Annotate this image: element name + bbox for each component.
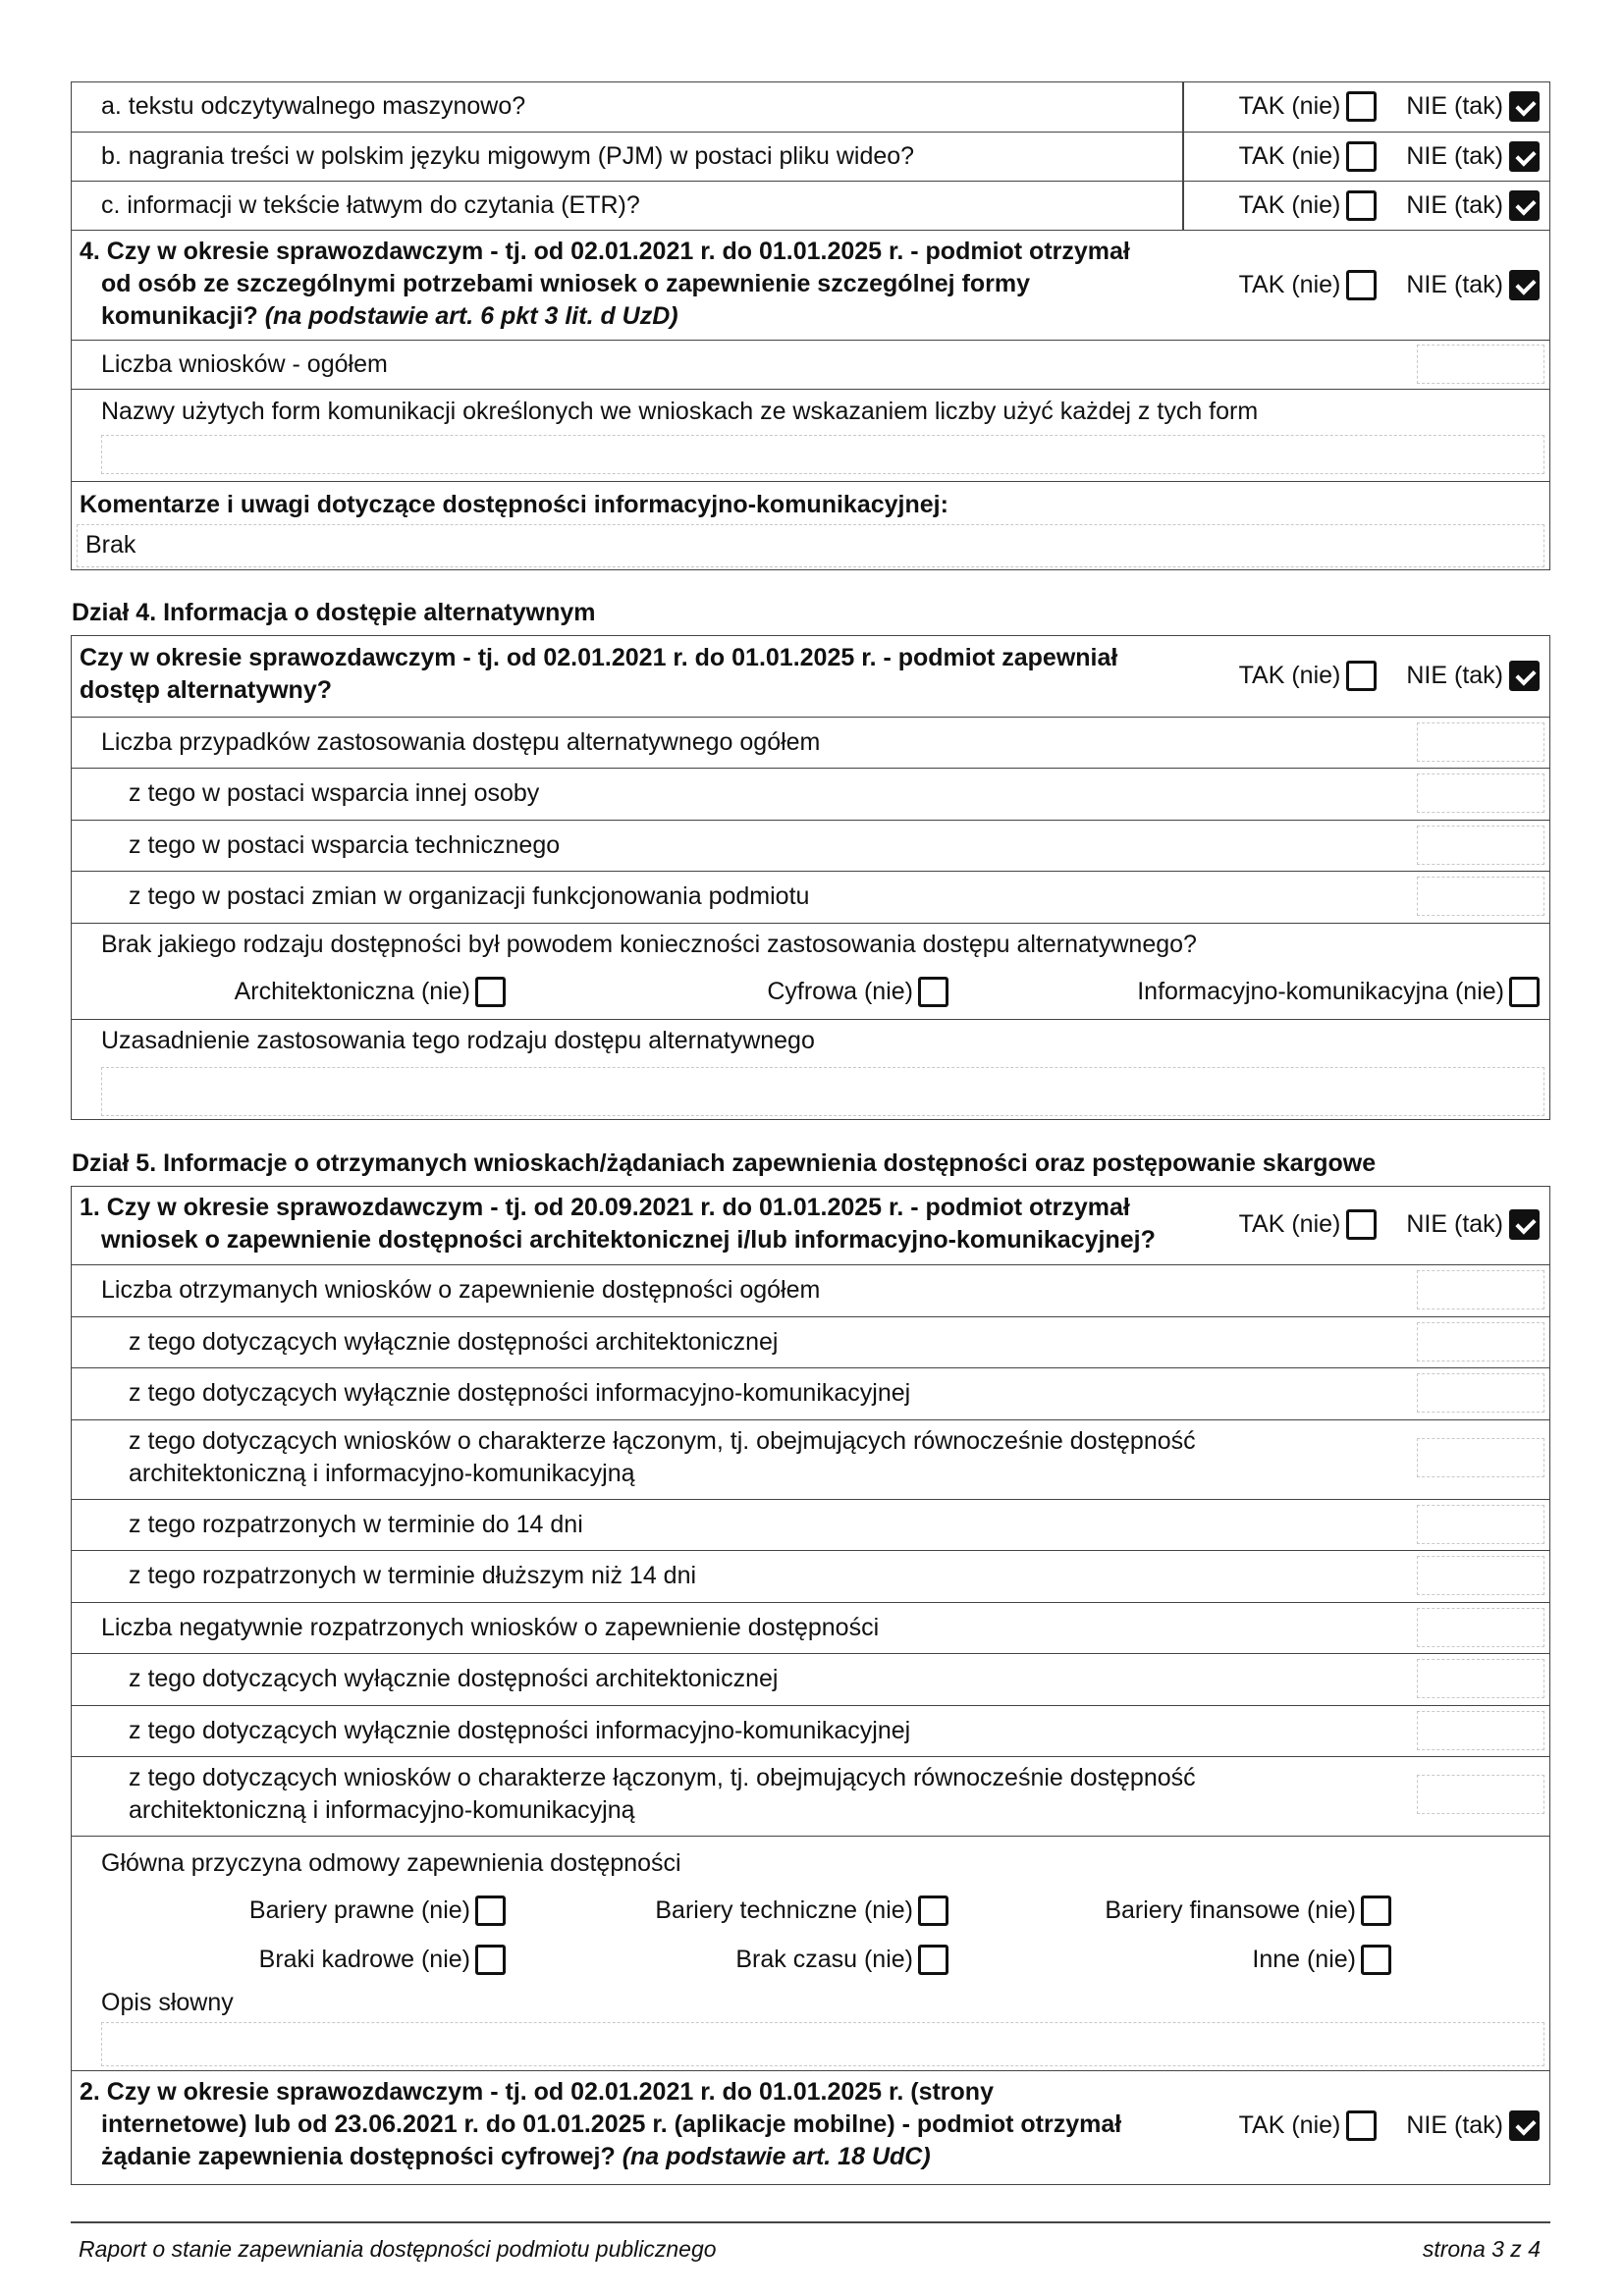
communication-forms-label: Nazwy użytych form komunikacji określonych we wnioskach ze wskazaniem liczby użyć każdej z tych form (101, 398, 1259, 425)
yes-no-group (1239, 1209, 1540, 1240)
stat-row (72, 1653, 1549, 1705)
footer-report-title: Raport o stanie zapewniania dostępności podmiotu publicznego (79, 2236, 717, 2262)
stat-row (72, 1550, 1549, 1602)
count-input[interactable] (1417, 1438, 1544, 1477)
option-label: Cyfrowa (nie) (767, 978, 913, 1005)
communication-forms-row (72, 389, 1549, 481)
no-checkbox-checked[interactable] (1509, 270, 1540, 300)
refusal-reason-row (72, 1836, 1549, 2070)
question-4-row (72, 230, 1549, 340)
item-row-a (72, 82, 1549, 132)
question-1-text-line1: 1. Czy w okresie sprawozdawczym - tj. od 20.09.2021 r. do 01.01.2025 r. - podmiot otrzymał (80, 1194, 1130, 1221)
yes-no-group (1239, 2110, 1540, 2141)
count-input[interactable] (1417, 1373, 1544, 1413)
option-staff-shortage (259, 1945, 506, 1975)
no-label: NIE (tak) (1406, 1210, 1503, 1238)
lack-of-time-checkbox[interactable] (918, 1945, 948, 1975)
yes-checkbox[interactable] (1346, 2110, 1377, 2141)
option-label: Bariery finansowe (nie) (1105, 1896, 1356, 1924)
option-financial-barriers (1105, 1896, 1391, 1926)
option-architectural (235, 977, 506, 1007)
row-label: z tego dotyczących wyłącznie dostępności informacyjno-komunikacyjnej (129, 1717, 911, 1744)
no-label: NIE (tak) (1406, 92, 1503, 120)
accessibility-info-table (71, 81, 1550, 570)
column-divider (1182, 182, 1184, 230)
digital-checkbox[interactable] (918, 977, 948, 1007)
option-label: Architektoniczna (nie) (234, 978, 470, 1005)
yes-no-group (1239, 270, 1540, 300)
count-input[interactable] (1417, 722, 1544, 762)
alternative-access-table (71, 635, 1550, 1120)
no-label: NIE (tak) (1406, 191, 1503, 219)
count-input[interactable] (1417, 1659, 1544, 1698)
yes-no-group (1239, 141, 1540, 172)
question-4-text-line3 (101, 300, 678, 333)
no-label: NIE (tak) (1406, 271, 1503, 298)
stat-row (72, 1499, 1549, 1550)
no-checkbox-checked[interactable] (1509, 190, 1540, 221)
technical-barriers-checkbox[interactable] (918, 1896, 948, 1926)
info-communication-checkbox[interactable] (1509, 977, 1540, 1007)
question-2-row (72, 2070, 1549, 2186)
alt-person-support-row (72, 768, 1549, 820)
column-divider (1182, 82, 1184, 132)
yes-label: TAK (nie) (1238, 92, 1341, 120)
comments-value: Brak (85, 531, 136, 559)
option-label: Bariery prawne (nie) (248, 1896, 470, 1924)
alt-organization-change-row (72, 871, 1549, 923)
footer-divider (71, 2221, 1550, 2223)
stat-row (72, 1419, 1549, 1499)
count-input[interactable] (1417, 1608, 1544, 1647)
column-divider (1182, 133, 1184, 181)
stat-row (72, 1756, 1549, 1836)
no-checkbox-checked[interactable] (1509, 661, 1540, 691)
option-lack-of-time (735, 1945, 948, 1975)
item-label: c. informacji w tekście łatwym do czytania (ETR)? (101, 191, 640, 219)
option-label: Brak czasu (nie) (735, 1946, 913, 1973)
footer-page-number: strona 3 z 4 (1422, 2236, 1541, 2262)
yes-no-group (1239, 190, 1540, 221)
row-label: Liczba otrzymanych wniosków o zapewnienie dostępności ogółem (101, 1276, 821, 1304)
option-digital (767, 977, 948, 1007)
count-input[interactable] (1417, 1711, 1544, 1750)
count-input[interactable] (1417, 1505, 1544, 1544)
justification-input[interactable] (101, 1067, 1544, 1116)
description-label: Opis słowny (101, 1989, 234, 2016)
refusal-reason-label: Główna przyczyna odmowy zapewnienia dostępności (101, 1849, 681, 1877)
option-label: Inne (nie) (1252, 1946, 1356, 1973)
no-checkbox-checked[interactable] (1509, 2110, 1540, 2141)
count-input[interactable] (1417, 774, 1544, 813)
no-checkbox-checked[interactable] (1509, 91, 1540, 122)
stat-row (72, 1316, 1549, 1367)
row-label: z tego dotyczących wyłącznie dostępności architektonicznej (129, 1665, 779, 1692)
yes-label: TAK (nie) (1238, 191, 1341, 219)
question-2-text-line1: 2. Czy w okresie sprawozdawczym - tj. od 02.01.2021 r. do 01.01.2025 r. (strony (80, 2078, 994, 2106)
row-label: z tego dotyczących wyłącznie dostępności informacyjno-komunikacyjnej (129, 1379, 911, 1407)
comments-label: Komentarze i uwagi dotyczące dostępności informacyjno-komunikacyjnej: (80, 491, 948, 518)
request-count-label: Liczba wniosków - ogółem (101, 350, 388, 378)
yes-no-group (1239, 91, 1540, 122)
alt-count-row (72, 717, 1549, 768)
staff-shortage-checkbox[interactable] (475, 1945, 506, 1975)
yes-checkbox[interactable] (1346, 661, 1377, 691)
alt-technical-support-row (72, 820, 1549, 871)
question-4-text-line2: od osób ze szczególnymi potrzebami wniosek o zapewnienie szczególnej formy (101, 270, 1031, 297)
option-label: Informacyjno-komunikacyjna (nie) (1137, 978, 1504, 1005)
row-label: z tego w postaci zmian w organizacji funkcjonowania podmiotu (129, 882, 810, 910)
lack-type-row (72, 923, 1549, 1019)
question-1-row (72, 1187, 1549, 1264)
no-checkbox-checked[interactable] (1509, 1209, 1540, 1240)
count-input[interactable] (1417, 1775, 1544, 1814)
justification-row (72, 1019, 1549, 1121)
question-4-text-bold: komunikacji? (101, 302, 258, 330)
row-label: z tego w postaci wsparcia innej osoby (129, 779, 540, 807)
option-label: Bariery techniczne (nie) (655, 1896, 913, 1924)
stat-row (72, 1705, 1549, 1756)
option-other (1252, 1945, 1391, 1975)
yes-checkbox[interactable] (1346, 190, 1377, 221)
request-count-row (72, 340, 1549, 389)
other-checkbox[interactable] (1361, 1945, 1391, 1975)
row-label: Liczba przypadków zastosowania dostępu alternatywnego ogółem (101, 728, 821, 756)
yes-label: TAK (nie) (1238, 1210, 1341, 1238)
option-technical-barriers (655, 1896, 948, 1926)
option-label: Braki kadrowe (nie) (258, 1946, 470, 1973)
yes-label: TAK (nie) (1238, 662, 1341, 689)
question-1-text-line2: wniosek o zapewnienie dostępności architektonicznej i/lub informacyjno-komunikacyjnej? (101, 1226, 1156, 1254)
row-label-line1: z tego dotyczących wniosków o charakterze łączonym, tj. obejmujących równocześnie dostępność (129, 1427, 1196, 1455)
no-label: NIE (tak) (1406, 142, 1503, 170)
alternative-access-question-row (72, 636, 1549, 717)
section-5-title: Dział 5. Informacje o otrzymanych wnioskach/żądaniach zapewnienia dostępności oraz postępowanie skargowe (72, 1149, 1377, 1177)
architectural-checkbox[interactable] (475, 977, 506, 1007)
count-input[interactable] (1417, 1322, 1544, 1362)
yes-checkbox[interactable] (1346, 1209, 1377, 1240)
row-label: z tego rozpatrzonych w terminie do 14 dni (129, 1511, 583, 1538)
stat-row (72, 1264, 1549, 1316)
yes-label: TAK (nie) (1238, 2111, 1341, 2139)
row-label: z tego w postaci wsparcia technicznego (129, 831, 561, 859)
no-label: NIE (tak) (1406, 662, 1503, 689)
yes-checkbox[interactable] (1346, 91, 1377, 122)
legal-barriers-checkbox[interactable] (475, 1896, 506, 1926)
count-input[interactable] (1417, 877, 1544, 916)
option-legal-barriers (249, 1896, 506, 1926)
yes-no-group (1239, 661, 1540, 691)
question-2-text-line2: internetowe) lub od 23.06.2021 r. do 01.01.2025 r. (aplikacje mobilne) - podmiot otrzymał (101, 2110, 1122, 2138)
section-4-title: Dział 4. Informacja o dostępie alternatywnym (72, 599, 596, 626)
item-row-c (72, 181, 1549, 230)
legal-basis-note: (na podstawie art. 18 UdC) (622, 2143, 931, 2170)
communication-forms-input[interactable] (101, 435, 1544, 474)
lack-type-question: Brak jakiego rodzaju dostępności był powodem konieczności zastosowania dostępu alternatywnego? (101, 931, 1197, 958)
item-label: b. nagrania treści w polskim języku migowym (PJM) w postaci pliku wideo? (101, 142, 915, 170)
description-input[interactable] (101, 2022, 1544, 2066)
question-text-line1: Czy w okresie sprawozdawczym - tj. od 02.01.2021 r. do 01.01.2025 r. - podmiot zapewniał (80, 644, 1118, 671)
row-label-line2: architektoniczną i informacyjno-komunikacyjną (129, 1460, 635, 1487)
row-label: z tego rozpatrzonych w terminie dłuższym niż 14 dni (129, 1562, 697, 1589)
comments-row (72, 481, 1549, 571)
option-info-communication (1137, 977, 1540, 1007)
stat-row (72, 1367, 1549, 1419)
row-label-line1: z tego dotyczących wniosków o charakterze łączonym, tj. obejmujących równocześnie dostępność (129, 1764, 1196, 1791)
row-label-line2: architektoniczną i informacyjno-komunikacyjną (129, 1796, 635, 1824)
yes-label: TAK (nie) (1238, 271, 1341, 298)
yes-checkbox[interactable] (1346, 270, 1377, 300)
comments-input[interactable] (77, 524, 1544, 567)
no-checkbox-checked[interactable] (1509, 141, 1540, 172)
count-input[interactable] (1417, 1270, 1544, 1309)
question-text-line2: dostęp alternatywny? (80, 676, 332, 704)
no-label: NIE (tak) (1406, 2111, 1503, 2139)
financial-barriers-checkbox[interactable] (1361, 1896, 1391, 1926)
request-count-input[interactable] (1417, 345, 1544, 384)
question-2-text-line3 (101, 2141, 931, 2173)
requests-table (71, 1186, 1550, 2185)
row-label: z tego dotyczących wyłącznie dostępności architektonicznej (129, 1328, 779, 1356)
yes-checkbox[interactable] (1346, 141, 1377, 172)
question-4-text-line1: 4. Czy w okresie sprawozdawczym - tj. od 02.01.2021 r. do 01.01.2025 r. - podmiot otrzymał (80, 238, 1130, 265)
question-2-text-bold: żądanie zapewnienia dostępności cyfrowej? (101, 2143, 616, 2170)
justification-label: Uzasadnienie zastosowania tego rodzaju dostępu alternatywnego (101, 1027, 815, 1054)
row-label: Liczba negatywnie rozpatrzonych wniosków o zapewnienie dostępności (101, 1614, 880, 1641)
legal-basis-note: (na podstawie art. 6 pkt 3 lit. d UzD) (264, 302, 678, 330)
item-row-b (72, 132, 1549, 181)
count-input[interactable] (1417, 1556, 1544, 1595)
item-label: a. tekstu odczytywalnego maszynowo? (101, 92, 526, 120)
stat-row (72, 1602, 1549, 1653)
count-input[interactable] (1417, 826, 1544, 865)
yes-label: TAK (nie) (1238, 142, 1341, 170)
